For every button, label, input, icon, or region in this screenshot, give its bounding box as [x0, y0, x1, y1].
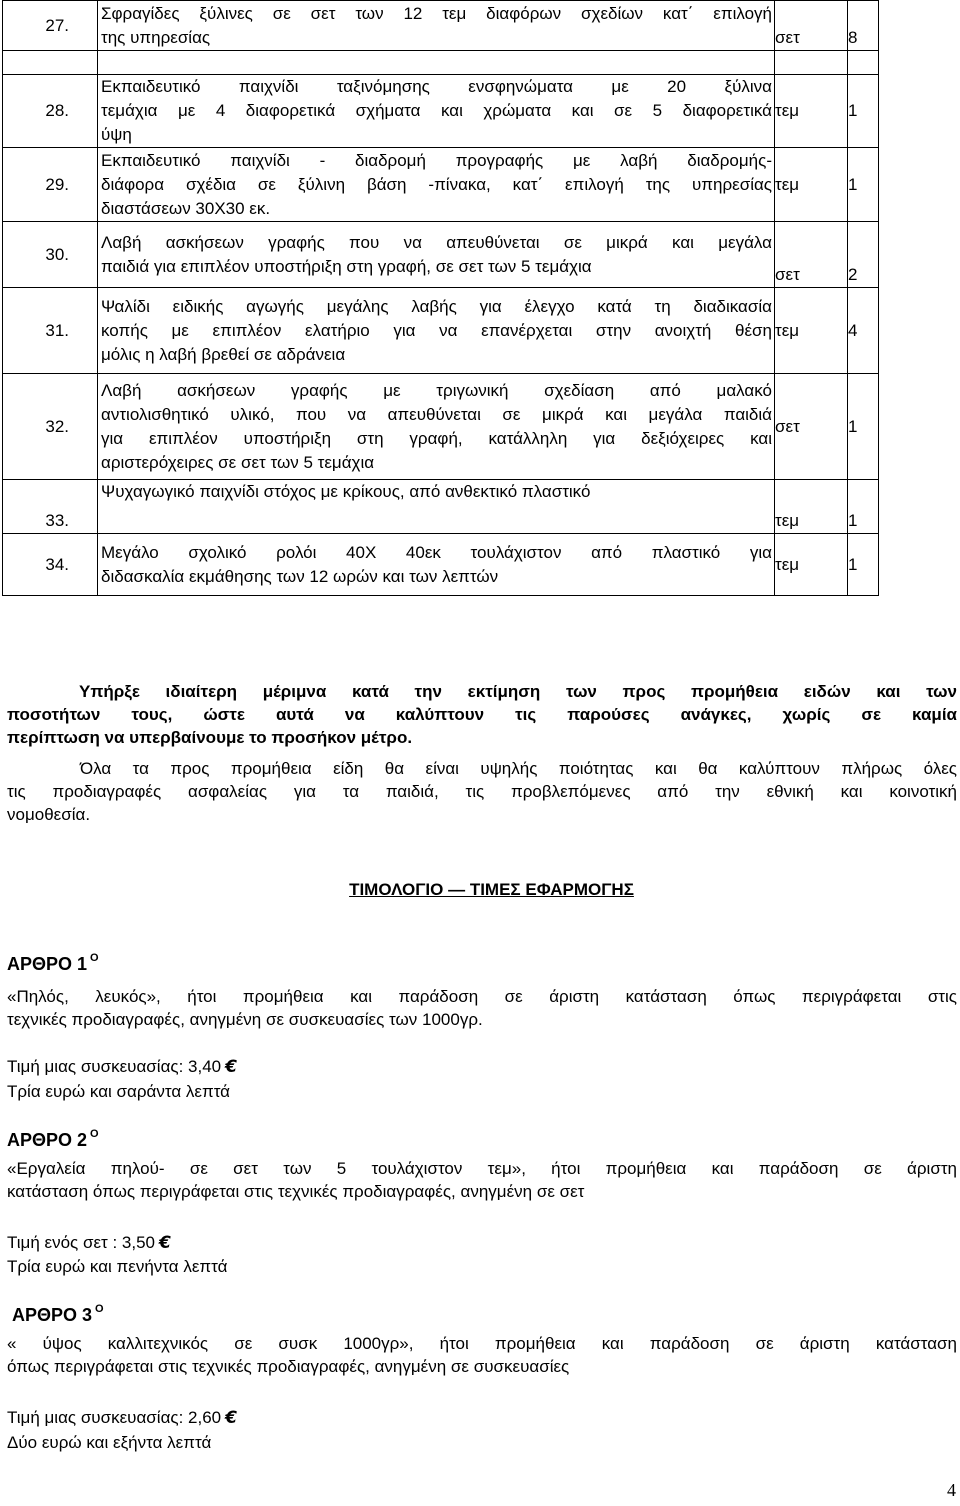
item-number: 30.	[3, 222, 98, 288]
item-line: παιδιά για επιπλέον υποστήριξη στη γραφή, σε σετ των 5 τεμάχια	[101, 256, 592, 276]
item-line: αριστερόχειρες σε σετ των 5 τεμάχια	[101, 452, 375, 472]
item-unit: τεμ	[775, 480, 848, 534]
notice-line: νομοθεσία.	[7, 805, 91, 824]
table-row	[3, 288, 879, 374]
article-price-words: Τρία ευρώ και πενήντα λεπτά	[7, 1257, 228, 1276]
article-heading: ΑΡΘΡΟ 3 $^O$	[12, 1303, 104, 1325]
article-price: Τιμή μιας συσκευασίας: 2,60 €	[7, 1408, 237, 1428]
table-row	[3, 1, 879, 51]
item-quantity: 1	[848, 75, 879, 148]
item-description	[98, 148, 775, 222]
notice-line: περίπτωση να υπερβαίνουμε το προσήκον μέτρο.	[7, 728, 413, 747]
table-row	[3, 534, 879, 596]
euro-icon: €	[225, 1057, 237, 1077]
article-heading: ΑΡΘΡΟ 1 $^O$	[7, 952, 99, 974]
item-unit: σετ	[775, 222, 848, 288]
item-line: διάφορα σχέδια σε ξύλινη βάση -πίνακα, κατ΄ επιλογή της υπηρεσίας	[101, 174, 772, 194]
item-description	[98, 1, 775, 51]
table-row	[3, 75, 879, 148]
item-line: Μεγάλο σχολικό ρολόι 40Χ 40εκ τουλάχιστον από πλαστικό για	[101, 542, 772, 562]
item-description	[98, 288, 775, 374]
item-quantity: 1	[848, 374, 879, 480]
euro-icon: €	[159, 1233, 171, 1253]
notice-line: τις προδιαγραφές ασφαλείας για τα παιδιά, τις προβλεπόμενες από την εθνική και κοινοτική	[7, 782, 957, 801]
notice-line: Όλα τα προς προμήθεια είδη θα είναι υψηλής ποιότητας και θα καλύπτουν πλήρως όλες	[80, 759, 957, 778]
item-line: μόλις η λαβή βρεθεί σε αδράνεια	[101, 344, 346, 364]
table-row	[3, 222, 879, 288]
notice-line: ποσοτήτων τους, ώστε αυτά να καλύπτουν τις παρούσες ανάγκες, χωρίς σε καμία	[7, 705, 957, 724]
item-quantity: 2	[848, 222, 879, 288]
item-line: Εκπαιδευτικό παιχνίδι - διαδρομή προγραφής με λαβή διαδρομής-	[101, 150, 772, 170]
item-line: κοπής με επιπλέον ελατήριο για να επανέρχεται στην ανοιχτή θέση	[101, 320, 772, 340]
item-number: 31.	[3, 288, 98, 374]
item-line: τεμάχια με 4 διαφορετικά σχήματα και χρώματα και σε 5 διαφορετικά	[101, 101, 772, 120]
item-line: Λαβή ασκήσεων γραφής που να απευθύνεται σε μικρά και μεγάλα	[101, 232, 772, 252]
item-number: 29.	[3, 148, 98, 222]
item-line: Ψαλίδι ειδικής αγωγής μεγάλης λαβής για έλεγχο κατά τη διαδικασία	[101, 296, 772, 316]
article-description: «Εργαλεία πηλού- σε σετ των 5 τουλάχιστον τεμ», ήτοι προμήθεια και παράδοση σε άριστη κατάσταση όπως περιγράφεται στις τεχνικές προδιαγραφές, ανηγμένη σε σετ	[7, 1159, 957, 1201]
item-line: Λαβή ασκήσεων γραφής με τριγωνική σχεδίαση από μαλακό	[101, 380, 772, 400]
item-description	[98, 534, 775, 596]
item-line: Ψυχαγωγικό παιχνίδι στόχος με κρίκους, από ανθεκτικό πλαστικό	[101, 482, 591, 501]
item-number: 34.	[3, 534, 98, 596]
notice-bold-paragraph	[7, 680, 957, 749]
item-number: 33.	[3, 480, 98, 534]
item-number: 28.	[3, 75, 98, 148]
notice-line: Υπήρξε ιδιαίτερη μέριμνα κατά την εκτίμηση των προς προμήθεια ειδών και των	[79, 682, 957, 701]
item-line: αντιολισθητικό υλικό, που να απευθύνεται σε μικρά και μεγάλα παιδιά	[101, 404, 772, 424]
euro-icon: €	[225, 1408, 237, 1428]
article-price: Τιμή ενός σετ : 3,50 €	[7, 1233, 171, 1253]
item-description	[98, 75, 775, 148]
table-row	[3, 480, 879, 534]
notice-paragraph	[7, 757, 957, 826]
item-line: Σφραγίδες ξύλινες σε σετ των 12 τεμ διαφόρων σχεδίων κατ΄ επιλογή	[101, 3, 772, 23]
article-description: « ύψος καλλιτεχνικός σε συσκ 1000γρ», ήτοι προμήθεια και παράδοση σε άριστη κατάσταση όπως περιγράφεται στις τεχνικές προδιαγραφές, ανηγμένη σε συσκευασίες	[7, 1334, 957, 1376]
items-table	[2, 0, 879, 596]
item-line: διαστάσεων 30Χ30 εκ.	[101, 198, 271, 218]
price-list-title: ΤΙΜΟΛΟΓΙΟ — ΤΙΜΕΣ ΕΦΑΡΜΟΓΗΣ	[349, 880, 634, 899]
item-line: της υπηρεσίας	[101, 27, 211, 47]
item-unit: τεμ	[775, 534, 848, 596]
item-description	[98, 374, 775, 480]
item-line: διδασκαλία εκμάθησης των 12 ωρών και των λεπτών	[101, 566, 499, 586]
item-line: ύψη	[101, 125, 132, 144]
item-description	[98, 480, 775, 534]
item-quantity: 1	[848, 480, 879, 534]
item-quantity: 1	[848, 148, 879, 222]
item-quantity: 4	[848, 288, 879, 374]
item-quantity: 8	[848, 1, 879, 51]
item-unit: σετ	[775, 1, 848, 51]
article-heading: ΑΡΘΡΟ 2 $^O$	[7, 1128, 99, 1150]
page-number: 4	[947, 1480, 956, 1500]
item-number: 32.	[3, 374, 98, 480]
article-price-words: Δύο ευρώ και εξήντα λεπτά	[7, 1433, 212, 1452]
article-description: «Πηλός, λευκός», ήτοι προμήθεια και παράδοση σε άριστη κατάσταση όπως περιγράφεται στις τεχνικές προδιαγραφές, ανηγμένη σε συσκευασίες των 1000γρ.	[7, 987, 957, 1029]
table-row	[3, 148, 879, 222]
item-quantity: 1	[848, 534, 879, 596]
article-price: Τιμή μιας συσκευασίας: 3,40 €	[7, 1057, 237, 1077]
item-unit: σετ	[775, 374, 848, 480]
item-description	[98, 222, 775, 288]
item-unit: τεμ	[775, 148, 848, 222]
table-row	[3, 374, 879, 480]
item-unit: τεμ	[775, 288, 848, 374]
item-unit: τεμ	[775, 75, 848, 148]
item-line: για επιπλέον υποστήριξη στη γραφή, κατάλληλη για δεξιόχειρες και	[101, 428, 772, 448]
item-line: Εκπαιδευτικό παιχνίδι ταξινόμησης ενσφηνώματα με 20 ξύλινα	[101, 77, 772, 96]
article-price-words: Τρία ευρώ και σαράντα λεπτά	[7, 1082, 231, 1101]
item-number: 27.	[3, 1, 98, 51]
